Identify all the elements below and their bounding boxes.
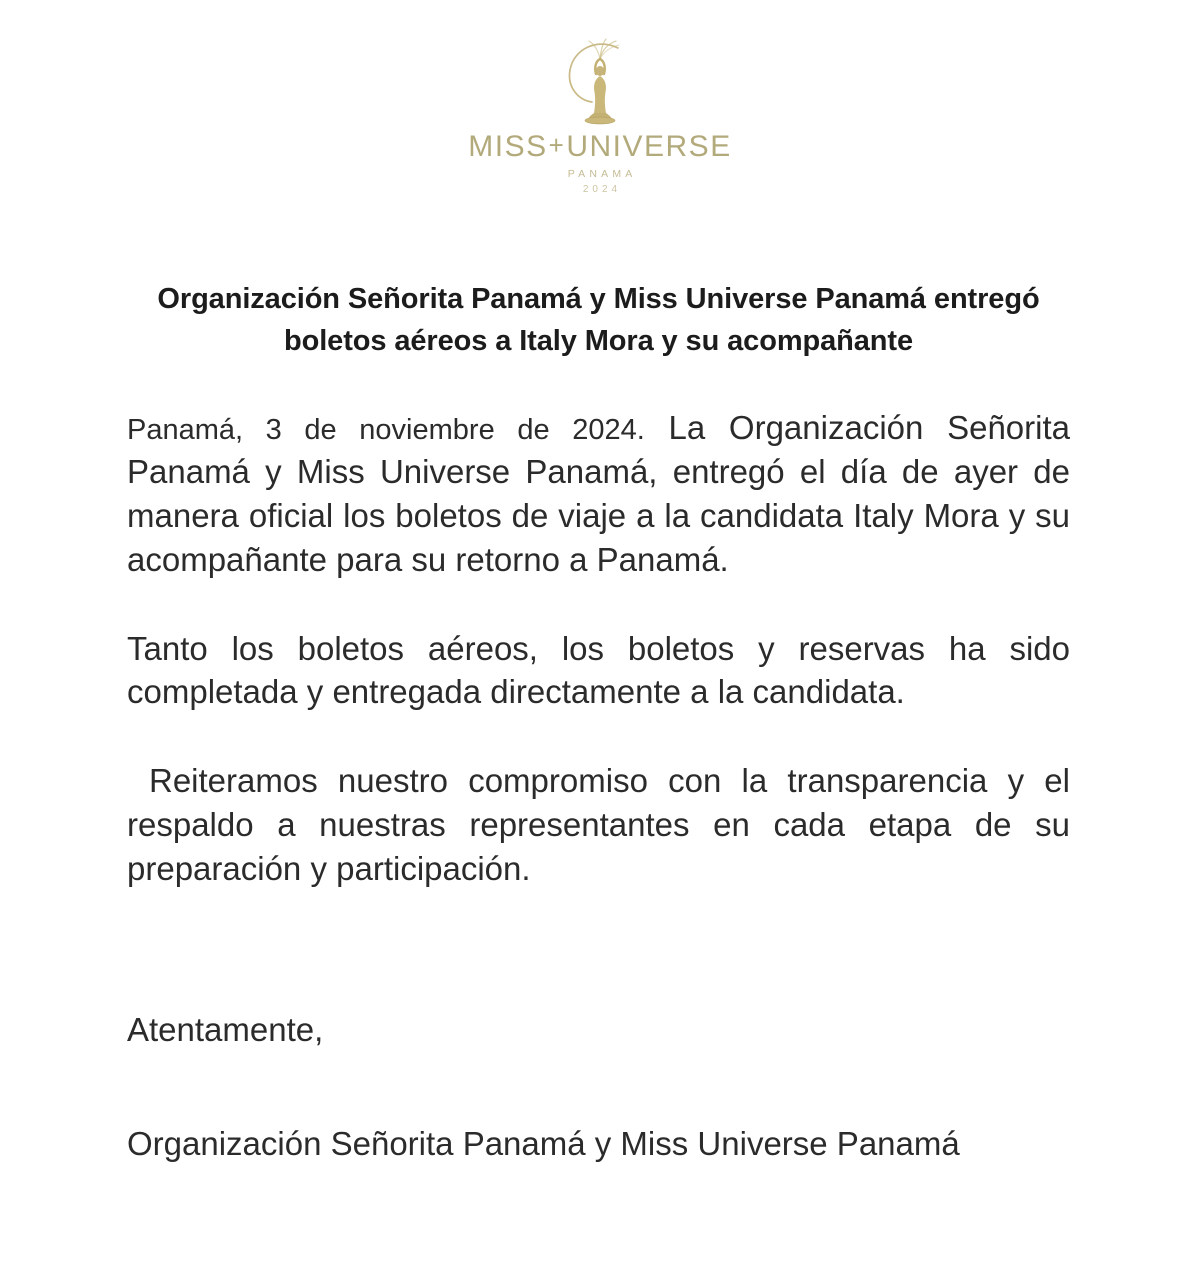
logo-wordmark-plus: + [548,130,566,160]
page-title [127,278,1070,362]
paragraph-3: Reiteramos nuestro compromiso con la transparencia y el respaldo a nuestras representantes en cada etapa de su preparación y participación. [127,762,1070,888]
logo-year-label: 2024 [582,183,622,195]
closing-salutation: Atentamente, [127,1011,324,1048]
logo-country-label: PANAMA [567,168,637,180]
closing-organization: Organización Señorita Panamá y Miss Universe Panamá [127,1124,960,1162]
closing-block [127,1008,1070,1166]
miss-universe-crown-figure-icon [540,34,660,130]
paragraph-1 [127,406,1070,582]
paragraph-1-text: La Organización Señorita Panamá y Miss Universe Panamá, entregó el día de ayer de manera oficial los boletos de viaje a la candidata Italy Mora y su acompañante para su retorno a Panamá. [127,409,1071,578]
logo-wordmark-universe: UNIVERSE [566,130,732,163]
logo-wordmark [468,132,731,162]
document-content [127,278,1070,891]
logo-wordmark-miss: MISS [468,130,548,163]
headline-line-2: boletos aéreos a Italy Mora y su acompañante [284,325,913,358]
dateline: Panamá, 3 de noviembre de 2024. [127,414,645,447]
letterhead [0,0,1200,195]
paragraph-2: Tanto los boletos aéreos, los boletos y reservas ha sido completada y entregada directamente a la candidata. [127,629,1070,711]
headline-line-1: Organización Señorita Panamá y Miss Universe Panamá entregó [157,283,1040,315]
